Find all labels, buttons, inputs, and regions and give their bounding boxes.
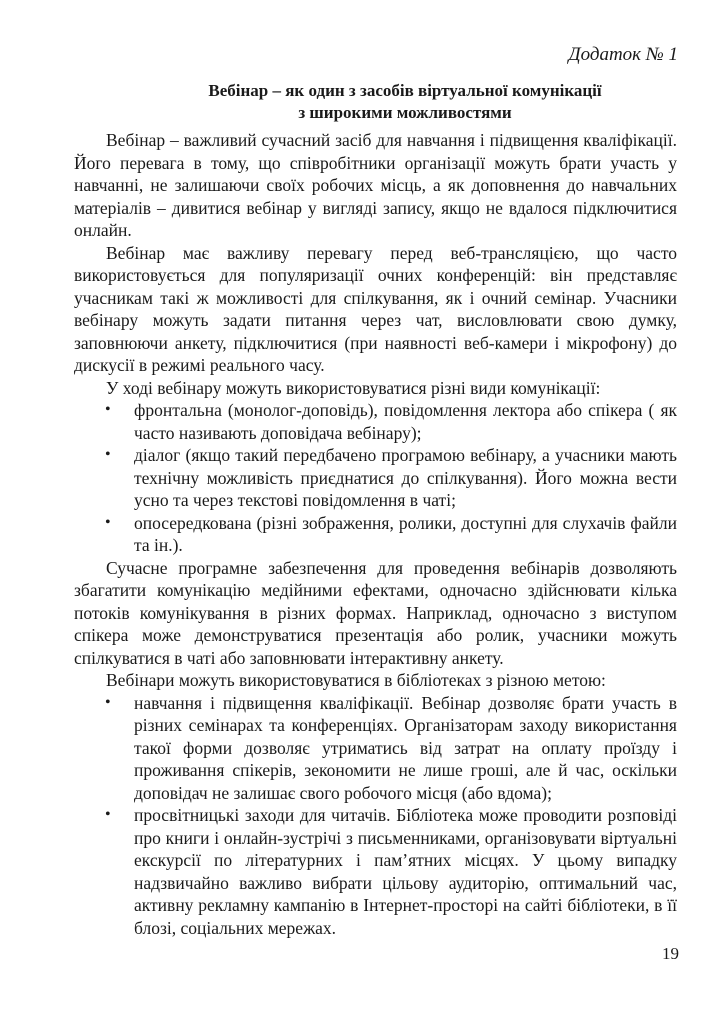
list-item xyxy=(105,692,677,805)
bullet-icon: • xyxy=(105,806,111,823)
list-item-text: опосередкована (різні зображення, ролики, доступні для слухачів файли та ін.). xyxy=(134,512,677,555)
bullet-icon: • xyxy=(105,401,111,418)
bullet-icon: • xyxy=(105,693,111,711)
bullet-icon: • xyxy=(105,513,111,531)
title-line-2: з широкими можливостями xyxy=(298,103,512,122)
list-item-text: діалог (якщо такий передбачено програмою вебінару, а учасники мають технічну можливість приєднатися до спілкування). Його можна вести усно та через текстові повідомлення в чаті; xyxy=(134,445,677,510)
list-item xyxy=(105,444,677,512)
title-line-1: Вебінар – як один з засобів віртуальної комунікації xyxy=(208,81,602,100)
list-item-text: навчання і підвищення кваліфікації. Вебінар дозволяє брати участь в різних семінарах та конференціях. Організаторам заходу використання такої форми дозволяє утриматись від затрат на оплату проїзду і проживання спікерів, зекономити не лише гроші, але й час, оскільки доповідач не залишає свого робочого місця (або вдома); xyxy=(134,692,677,803)
list-item-text: просвітницькі заходи для читачів. Бібліотека може проводити розповіді про книги і онлайн-зустрічі з письменниками, організовувати віртуальні екскурсії по літературних і пам’ятних місцях. У цьому випадку надзвичайно важливо вибрати цільову аудиторію, оптимальний час, активну рекламну кампанію в Інтернет-просторі на сайті бібліотеки, в її блозі, соціальних мережах. xyxy=(134,805,677,938)
bullet-icon: • xyxy=(105,446,111,463)
page-number: 19 xyxy=(662,944,679,963)
page-title xyxy=(90,80,720,124)
paragraph-software: Сучасне програмне забезпечення для проведення вебінарів дозволяють збагатити комунікацію медійними ефектами, одночасно здійснювати кілька потоків комунікування в різних формах. Наприклад, одночасно з виступом спікера може демонструватися презентація або ролик, учасники можуть спілкуватися в чаті або заповнювати інтерактивну анкету. xyxy=(74,557,677,668)
body-text xyxy=(74,129,677,939)
paragraph-communication-types: У ході вебінару можуть використовуватися різні види комунікації: xyxy=(106,377,601,398)
appendix-label: Додаток № 1 xyxy=(568,44,678,65)
list-item xyxy=(105,512,677,557)
list-item xyxy=(105,804,677,939)
list-item xyxy=(105,399,677,444)
library-goals-list xyxy=(74,692,677,940)
list-item-text: фронтальна (монолог-доповідь), повідомлення лектора або спікера ( як часто називають доповідача вебінару); xyxy=(134,400,677,443)
paragraph-advantage: Вебінар має важливу перевагу перед веб-трансляцією, що часто використовується для популяризації очних конференцій: він представляє учасникам такі ж можливості для спілкування, як і очний семінар. Учасники вебінару можуть задати питання через чат, висловлювати свою думку, заповнюючи анкету, підключитися (при наявності веб-камери і мікрофону) до дискусії в режимі реального часу. xyxy=(74,242,677,375)
paragraph-intro: Вебінар – важливий сучасний засіб для навчання і підвищення кваліфікації. Його перевага в тому, що співробітники організації можуть брати участь у навчанні, не залишаючи своїх робочих місць, а як доповнення до навчальних матеріалів – дивитися вебінар у вигляді запису, якщо не вдалося підключитися онлайн. xyxy=(74,130,677,240)
paragraph-library-goals: Вебінари можуть використовуватися в бібліотеках з різною метою: xyxy=(106,670,606,690)
communication-types-list xyxy=(74,399,677,557)
